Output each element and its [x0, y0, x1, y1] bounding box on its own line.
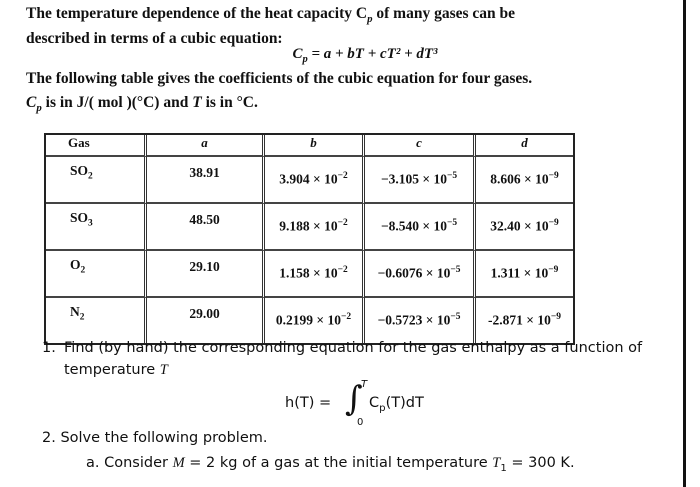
cell-a: 48.50 [147, 204, 265, 251]
c-exponent: −5 [450, 265, 461, 275]
question-1-text [64, 337, 672, 381]
d-mantissa: 8.606 × 10 [490, 171, 549, 187]
integral-lhs: h(T) = [285, 395, 332, 411]
c-mantissa: −0.6076 × 10 [377, 265, 451, 281]
units-text-end: is in °C. [201, 94, 258, 111]
d-exponent: −9 [548, 218, 559, 228]
question-1-number: 1. [42, 340, 56, 356]
c-mantissa: −0.5723 × 10 [377, 312, 451, 328]
table-header-row [46, 135, 573, 157]
b-exponent: −2 [337, 265, 348, 275]
header-gas: Gas [46, 135, 147, 157]
intro-line-4 [26, 94, 258, 114]
b-mantissa: 0.2199 × 10 [275, 312, 341, 328]
cell-d [476, 251, 573, 298]
table-row [46, 251, 573, 298]
c-exponent: −5 [446, 218, 458, 228]
cell-a: 38.91 [147, 157, 265, 204]
gas-subscript: 2 [80, 265, 86, 276]
header-c: c [365, 135, 476, 157]
integrand-c: C [369, 395, 380, 411]
coefficient-table [44, 133, 575, 345]
question-2a-text-3: = 300 K. [506, 455, 575, 471]
integral-lower-limit: 0 [357, 417, 364, 428]
c-exponent: −5 [446, 171, 458, 181]
intro-line-1 [26, 4, 666, 29]
question-2a-text-1: Consider [104, 455, 173, 471]
question-1 [42, 337, 672, 381]
cp-subscript: p [367, 13, 373, 26]
question-1-T: T [159, 362, 168, 378]
cell-d [476, 204, 573, 251]
b-mantissa: 1.158 × 10 [279, 265, 338, 281]
d-exponent: −9 [548, 265, 559, 275]
question-1-body: Find (by hand) the corresponding equation for the gas enthalpy as a function of temperature [64, 340, 643, 378]
cell-c [365, 204, 476, 251]
d-mantissa: 32.40 × 10 [490, 218, 549, 234]
gas-formula: N [70, 304, 80, 319]
question-2a-T-sub: 1 [500, 462, 507, 474]
question-2-number: 2. [42, 430, 56, 446]
equation-cp-sub: p [302, 54, 308, 65]
d-mantissa: 1.311 × 10 [490, 265, 549, 281]
cell-gas [46, 251, 147, 298]
gas-formula: O [70, 257, 81, 272]
integral-sign-icon: ∫ [345, 379, 363, 419]
question-2a-label: a. [86, 455, 100, 471]
gas-subscript: 3 [88, 218, 93, 229]
cell-c [365, 251, 476, 298]
units-T: T [192, 94, 202, 111]
cell-a: 29.00 [147, 298, 265, 343]
integral-upper-limit: T [361, 379, 368, 390]
cell-b [265, 157, 365, 204]
intro-paragraph [26, 4, 666, 49]
cell-c [365, 157, 476, 204]
cubic-equation [0, 46, 700, 65]
intro-line-2: described in terms of a cubic equation: [26, 30, 283, 48]
integrand-sub: p [379, 402, 386, 414]
gas-subscript: 2 [79, 312, 85, 323]
b-mantissa: 9.188 × 10 [279, 218, 338, 234]
cell-a: 29.10 [147, 251, 265, 298]
cell-d [476, 157, 573, 204]
d-mantissa: -2.871 × 10 [488, 312, 551, 328]
cell-b [265, 251, 365, 298]
gas-formula: SO [70, 163, 89, 178]
question-2a [86, 455, 575, 474]
question-2-text: Solve the following problem. [60, 430, 268, 446]
cell-b [265, 204, 365, 251]
b-exponent: −2 [340, 312, 352, 322]
c-mantissa: −3.105 × 10 [380, 171, 447, 187]
table-row [46, 157, 573, 204]
b-mantissa: 3.904 × 10 [279, 171, 338, 187]
cell-gas [46, 204, 147, 251]
c-exponent: −5 [450, 312, 461, 322]
table-row [46, 204, 573, 251]
equation-rest: = a + bT + cT² + dT³ [307, 46, 438, 62]
c-mantissa: −8.540 × 10 [380, 218, 447, 234]
question-2a-M: M [172, 455, 185, 471]
b-exponent: −2 [337, 171, 348, 181]
question-2a-T: T [492, 455, 501, 471]
page-edge-rule [683, 0, 686, 487]
d-exponent: −9 [548, 171, 559, 181]
gas-subscript: 2 [88, 171, 93, 182]
integrand-end: (T)dT [385, 395, 424, 411]
question-2a-text-2: = 2 kg of a gas at the initial temperature [184, 455, 493, 471]
integral-rhs [369, 395, 424, 414]
header-b: b [265, 135, 365, 157]
header-d: d [476, 135, 573, 157]
units-cp-sub: p [36, 102, 42, 115]
intro-line-3: The following table gives the coefficients of the cubic equation for four gases. [26, 70, 533, 87]
intro-line-1-end: of many gases can be [372, 5, 516, 22]
units-cp: C [26, 94, 37, 111]
d-exponent: −9 [550, 312, 561, 322]
units-text: is in J/( mol )(°C) and [41, 94, 193, 111]
header-a: a [147, 135, 265, 157]
b-exponent: −2 [337, 218, 348, 228]
gas-formula: SO [70, 210, 89, 225]
intro-line-1-text: The temperature dependence of the heat capacity C [26, 5, 368, 22]
equation-cp: C [292, 46, 303, 62]
cell-gas [46, 157, 147, 204]
question-2 [42, 430, 267, 446]
